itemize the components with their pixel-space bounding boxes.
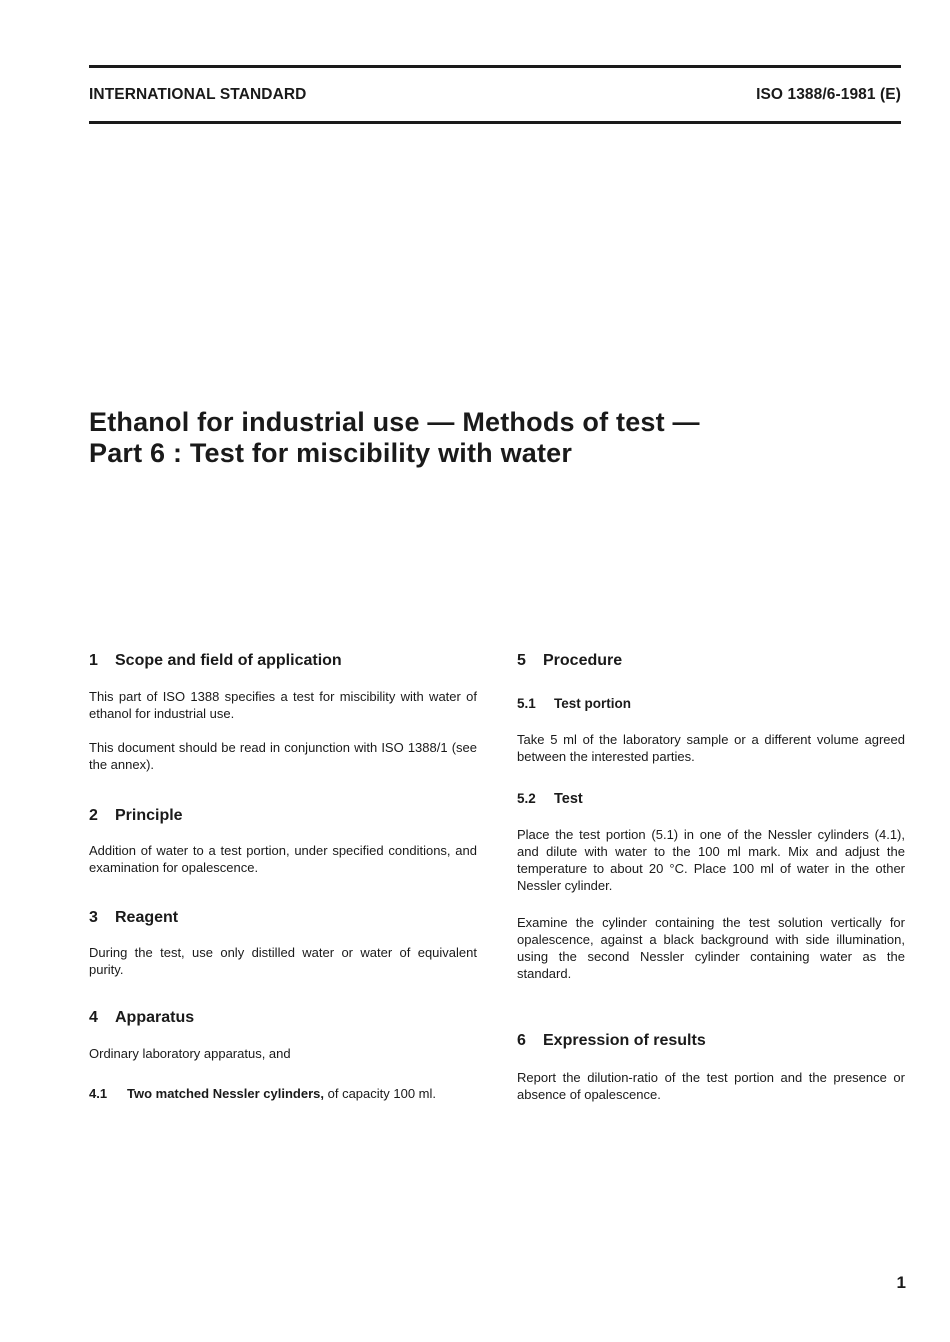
clause-4-1 [89, 1085, 489, 1102]
clause-term: Two matched Nessler cylinders, [127, 1086, 324, 1101]
section-title: Scope and field of application [115, 652, 342, 669]
section-title: Principle [115, 807, 183, 824]
clause-text: of capacity 100 ml. [324, 1086, 436, 1101]
section-number: 6 [517, 1032, 526, 1049]
subsection-5-2-heading [517, 791, 583, 807]
section-1-paragraph-2: This document should be read in conjunction with ISO 1388/1 (see the annex). [89, 740, 477, 772]
clause-number: 4.1 [89, 1086, 108, 1101]
document-title [89, 407, 889, 469]
section-6-heading [517, 1032, 706, 1050]
subsection-title: Test [554, 791, 583, 807]
subsection-title: Test portion [554, 696, 631, 711]
section-6-paragraph-1: Report the dilution-ratio of the test portion and the presence or absence of opalescence. [517, 1070, 905, 1102]
subsection-5-2-paragraph-1: Place the test portion (5.1) in one of the Nessler cylinders (4.1), and dilute with water to the 100 ml mark. Mix and adjust the temperature to about 20 °C. Place 100 ml of water in the other Nessler cylinder. [517, 827, 905, 893]
subsection-number: 5.2 [517, 791, 536, 806]
section-1-heading [89, 652, 342, 670]
section-1-paragraph-1: This part of ISO 1388 specifies a test for miscibility with water of ethanol for industrial use. [89, 689, 477, 721]
section-title: Apparatus [115, 1009, 195, 1026]
header-rule-top [89, 65, 901, 68]
section-2-heading [89, 807, 183, 825]
subsection-5-1-paragraph: Take 5 ml of the laboratory sample or a different volume agreed between the interested parties. [517, 732, 905, 764]
section-number: 3 [89, 909, 98, 926]
subsection-5-2-paragraph-2: Examine the cylinder containing the test solution vertically for opalescence, against a black background with side illumination, using the second Nessler cylinder containing water as the standard. [517, 915, 905, 981]
subsection-number: 5.1 [517, 696, 536, 711]
section-3-heading [89, 909, 178, 927]
title-line-2: Part 6 : Test for miscibility with water [89, 438, 573, 468]
section-4-heading [89, 1009, 194, 1027]
subsection-5-1-heading [517, 696, 631, 711]
section-number: 2 [89, 807, 98, 824]
section-number: 4 [89, 1009, 98, 1026]
title-line-1: Ethanol for industrial use — Methods of test — [89, 407, 700, 437]
section-title: Reagent [115, 909, 179, 926]
section-title: Procedure [543, 652, 623, 669]
page-number: 1 [896, 1273, 906, 1292]
section-title: Expression of results [543, 1032, 706, 1049]
header-right: ISO 1388/6-1981 (E) [756, 86, 901, 103]
section-2-paragraph-1: Addition of water to a test portion, under specified conditions, and examination for opalescence. [89, 843, 477, 875]
header-rule-bottom [89, 121, 901, 124]
section-number: 5 [517, 652, 526, 669]
header-left: INTERNATIONAL STANDARD [89, 86, 307, 103]
section-4-paragraph-1: Ordinary laboratory apparatus, and [89, 1046, 291, 1061]
section-5-heading [517, 652, 622, 670]
section-3-paragraph-1: During the test, use only distilled water or water of equivalent purity. [89, 945, 477, 977]
section-number: 1 [89, 652, 98, 669]
